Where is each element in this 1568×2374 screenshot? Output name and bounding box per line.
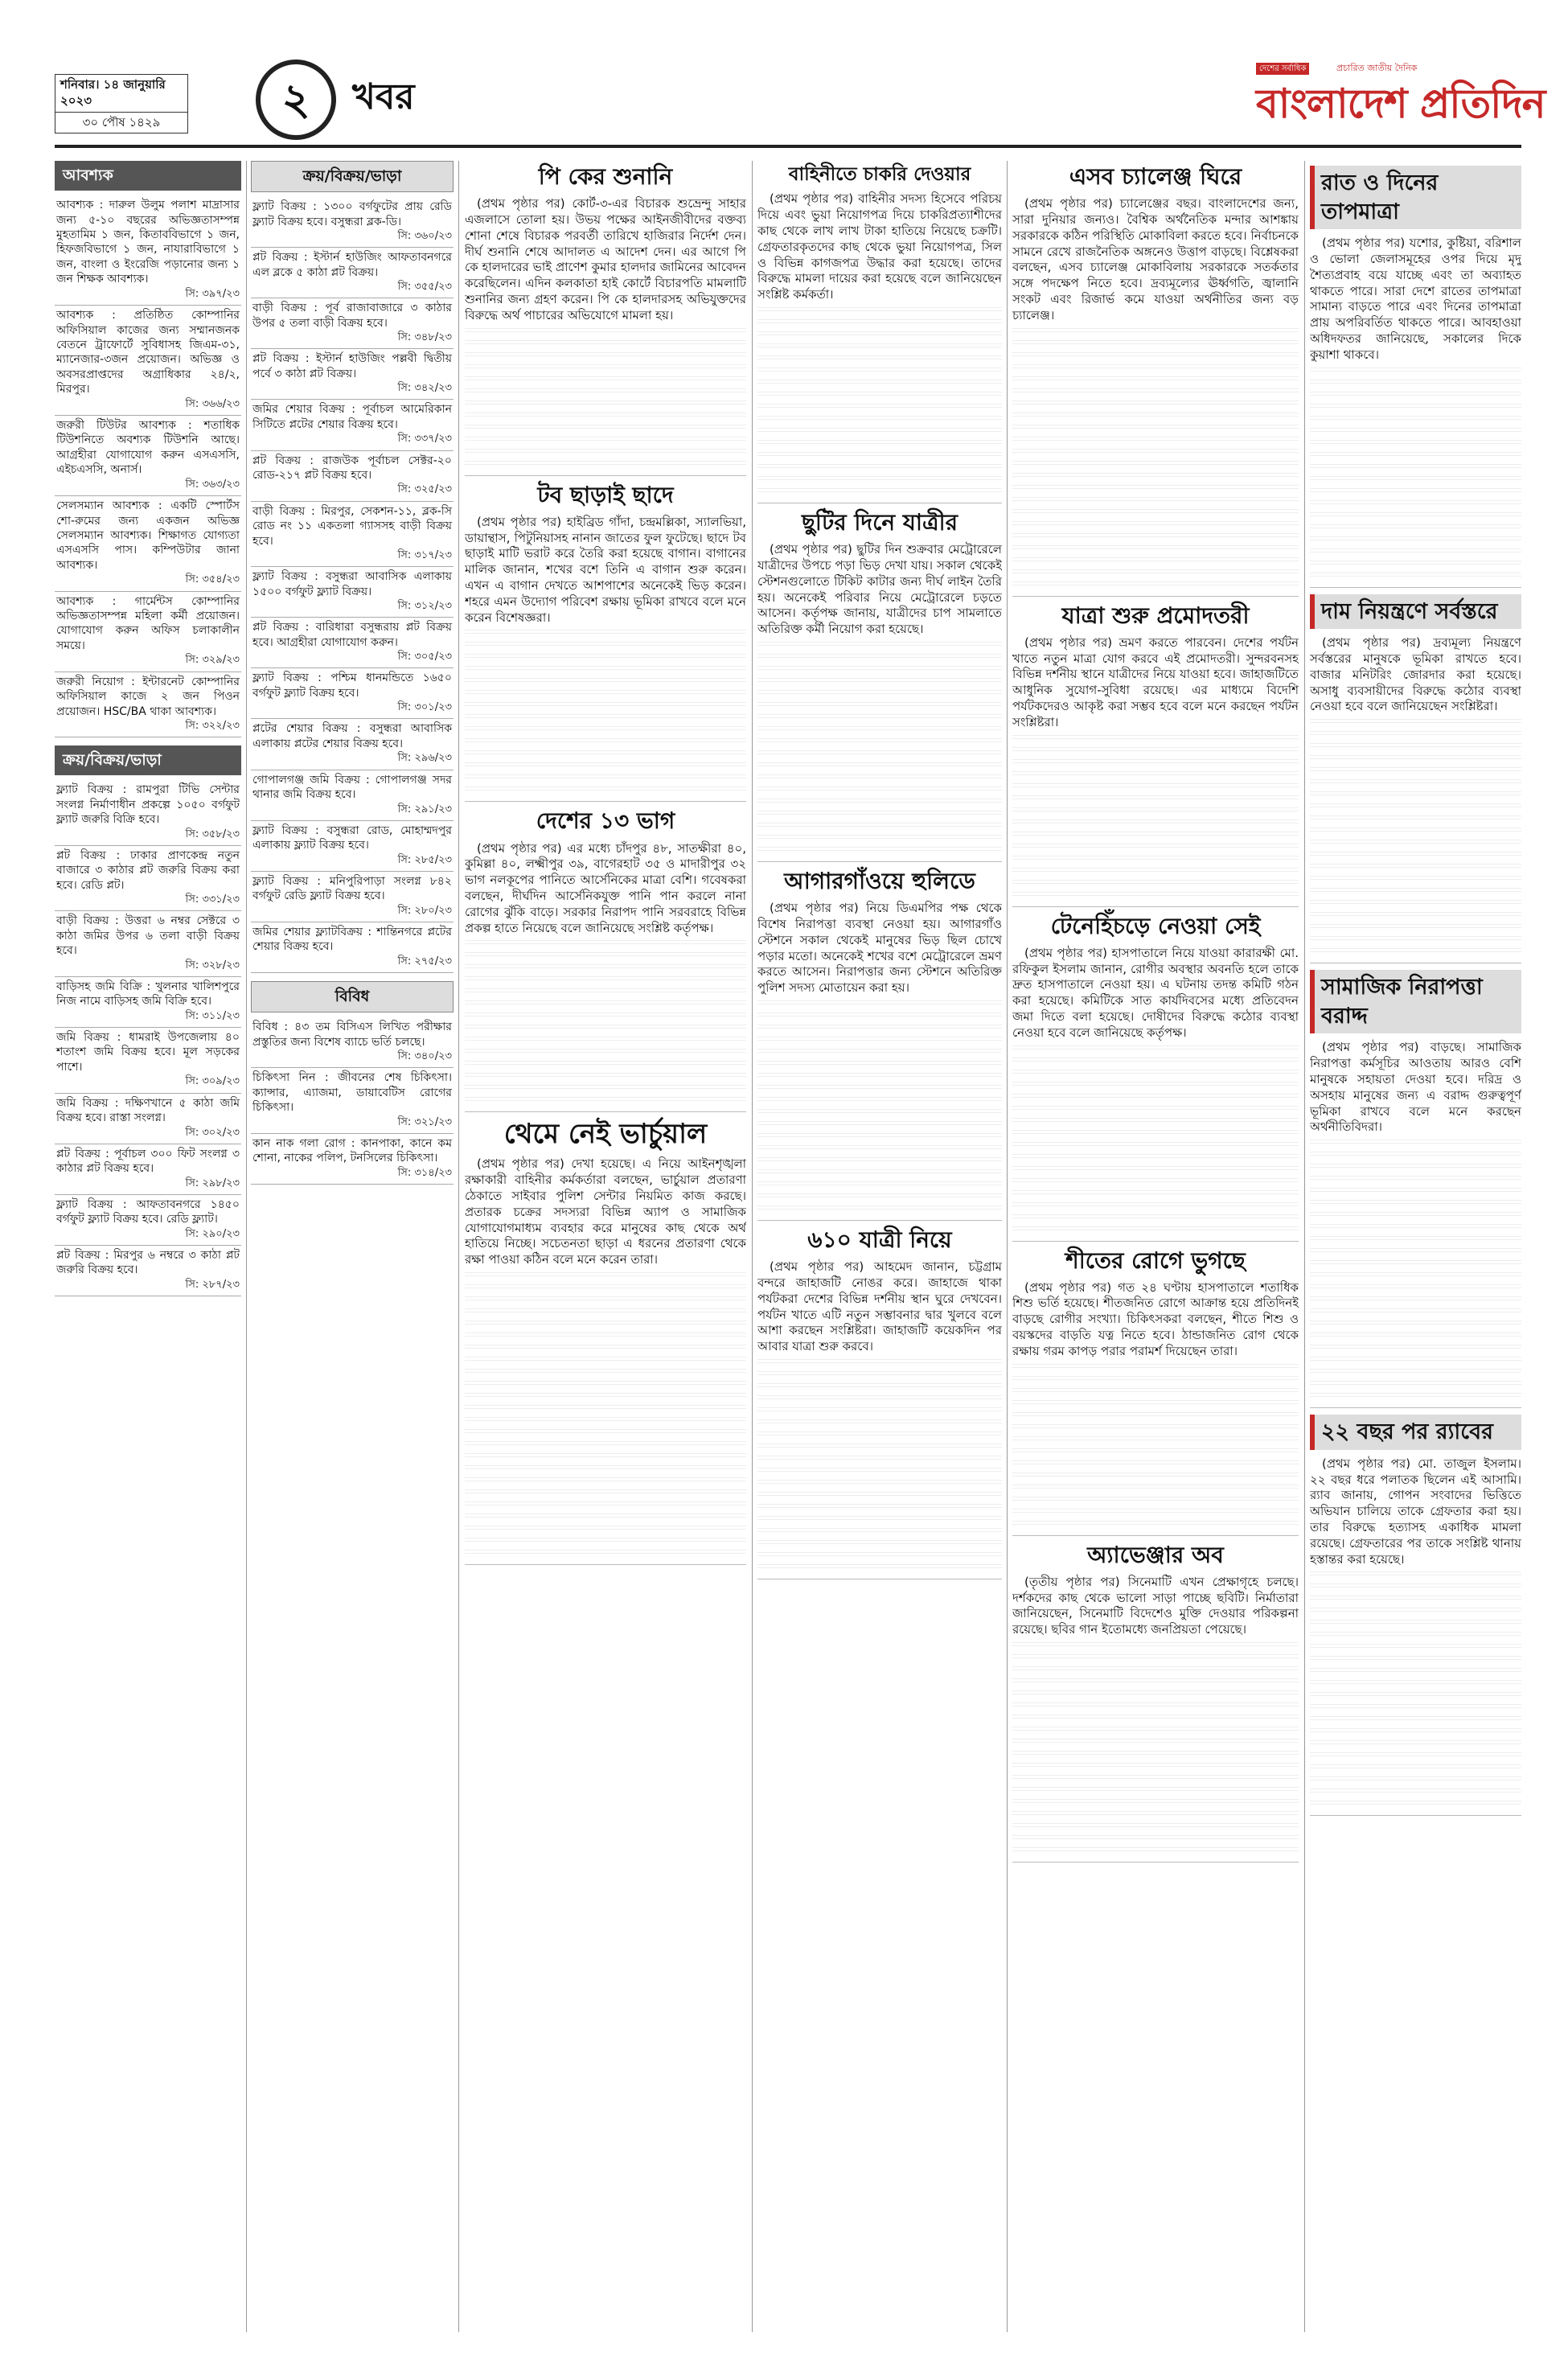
classified-ad-text: বিবিধ : ৪৩ তম বিসিএস লিখিত পরীক্ষার প্রস্তুতির জন্য বিশেষ ব্যাচে ভর্তি চলছে। [252, 1021, 452, 1049]
classified-ad [251, 872, 454, 922]
classified-ad-ref: সি: ২৯১/২৩ [397, 803, 452, 815]
classified-ad [55, 780, 241, 846]
masthead [55, 60, 1545, 159]
classified-ad [55, 911, 241, 977]
classified-ad [55, 672, 241, 738]
classified-ad [251, 197, 454, 248]
headline: টব ছাড়াই ছাদে [537, 481, 674, 508]
classified-ad-ref: সি: ৩৬৩/২৩ [185, 478, 240, 491]
classified-ad-text: ফ্ল্যাট বিক্রয় : মনিপুরিপাড়া সংলগ্ন ৮৪২ বর্গফুট রেডি ফ্ল্যাট বিক্রয় হবে। [252, 874, 452, 903]
classified-ad-ref: সি: ৩২৯/২৩ [185, 654, 240, 667]
classified-ad-text: বাড়িসহ জমি বিক্রি : খুলনার খালিশপুরে নিজ নামে বাড়িসহ জমি বিক্রি হবে। [56, 980, 240, 1008]
classified-ad-ref: সি: ৩৬০/২৩ [397, 230, 452, 243]
column-divider [1007, 161, 1008, 2332]
classified-ad-ref: সি: ৩৪২/২৩ [397, 382, 452, 395]
story-body: (প্রথম পৃষ্ঠার পর) হাইব্রিড গাঁদা, চন্দ্রমল্লিকা, স্যালভিয়া, ডায়ান্থাস, পিটুনিয়াসহ নানান জাতের ফুল ফুটেছে। ছাদে টব ছাড়াই মাটি ভরাট করে তৈরি করা হয়েছে বাগান। বাগানের মালিক জানান, শখের বশে তিনি এ বাগান শুরু করেন। এখন এ বাগান দেখতে আশপাশের অনেকেই ভিড় করেন। শহরে এমন উদ্যোগ পরিবেশ রক্ষায় ভূমিকা রাখবে বলে মনে করেন বিশেষজ্ঞরা। [465, 515, 746, 803]
headline: এসব চ্যালেঞ্জ ঘিরে [1069, 163, 1242, 190]
classified-ad-text: সেলসম্যান আবশ্যক : একটি স্পোর্টস শো-রুমের জন্য একজন অভিজ্ঞ সেলসম্যান আবশ্যক। শিক্ষাগত যোগ্যতা এসএসসি পাস। কম্পিউটার জানা আবশ্যক। [56, 499, 240, 572]
classified-ad-text: প্লট বিক্রয় : রাজউক পূর্বাচল সেক্টর-২০ রোড-২১৭ প্লট বিক্রয় হবে। [252, 454, 452, 483]
logo-tag: দেশের সর্বাধিক [1256, 63, 1309, 75]
classified-ad-ref: সি: ৩১২/২৩ [397, 600, 452, 613]
classified-ad-text: প্লট বিক্রয় : বারিধারা বসুন্ধরায় প্লট বিক্রয় হবে। আগ্রহীরা যোগাযোগ করুন। [252, 621, 452, 649]
classified-ad-text: প্লট বিক্রয় : ঢাকার প্রাণকেন্দ্র নতুন বাজারে ৩ কাঠার প্লট জরুরি বিক্রয় করা হবে। রেডি প্লট। [56, 848, 240, 892]
classified-ad [251, 349, 454, 400]
header-rule [55, 145, 1521, 148]
classified-ad-ref: সি: ৩০১/২৩ [397, 701, 452, 714]
classified-ad-text: জমি বিক্রয় : দক্ষিণখানে ৫ কাঠা জমি বিক্রয় হবে। রাস্তা সংলগ্ন। [56, 1096, 240, 1125]
classified-ad-text: জরুরী টিউটর আবশ্যক : শতাধিক টিউশনিতে অবশ্যক টিউশনি আছে। আগ্রহীরা যোগাযোগ করুন এসএসসি, এইচএসসি, অনার্স। [56, 419, 240, 477]
classified-list [251, 1017, 454, 1185]
headline: যাত্রা শুরু প্রমোদতরী [1061, 602, 1250, 629]
section-header-buy-sell: ক্রয়/বিক্রয়/ভাড়া [55, 745, 241, 775]
classified-ad [55, 1094, 241, 1144]
classified-ad-ref: সি: ৩১৪/২৩ [397, 1166, 452, 1179]
headline: ছুটির দিনে যাত্রীর [801, 509, 958, 536]
classified-ad-text: বাড়ী বিক্রয় : উত্তরা ৬ নম্বর সেক্টরে ৩ কাঠা জমির উপর ৬ তলা বাড়ী বিক্রয় হবে। [56, 914, 240, 958]
page-number: ২ [256, 60, 336, 140]
classified-list [55, 780, 241, 1296]
classified-ad-text: ফ্ল্যাট বিক্রয় : ১৩০০ বর্গফুটের প্রায় রেডি ফ্ল্যাট বিক্রয় হবে। বসুন্ধরা ব্লক-ডি। [252, 200, 452, 228]
classified-ad [55, 1195, 241, 1246]
story-body: (প্রথম পৃষ্ঠার পর) কোর্ট-৩-এর বিচারক শুভ্রেন্দু সাহার এজলাসে তোলা হয়। উভয় পক্ষের আইনজীবীদের বক্তব্য শোনা শেষে বিচারক পরবর্তী তারিখে হাজিরার নির্দেশ দেন। দীর্ঘ শুনানি শেষে আদালত এ আদেশ দেন। এর আগে পি কে হালদারের ভাই প্রাণেশ কুমার হালদার জামিনের আবেদন করেছিলেন। এদিন কলকাতা হাই কোর্টে বিচারপতি মামলাটি শুনানির জন্য গ্রহণ করেন। পি কে হালদারসহ অভিযুক্তদের বিরুদ্ধে অর্থ পাচারের অভিযোগে মামলা হয়। [465, 196, 746, 475]
classified-ad [55, 1028, 241, 1094]
classified-ad [55, 592, 241, 672]
classified-ad-ref: সি: ২৮০/২৩ [397, 904, 452, 917]
classified-ad [251, 618, 454, 668]
headline: ২২ বছর পর র‍্যাবের [1310, 1415, 1521, 1450]
section-header-buy-sell: ক্রয়/বিক্রয়/ভাড়া [251, 161, 454, 192]
classified-ad-text: কান নাক গলা রোগ : কানপাকা, কানে কম শোনা, নাকের পলিপ, টনসিলের চিকিৎসা। [252, 1136, 452, 1165]
classified-ad-ref: সি: ৩০৫/২৩ [397, 651, 452, 663]
classified-ad [251, 298, 454, 349]
classified-ad [55, 1246, 241, 1296]
classified-ad-text: জমির শেয়ার ফ্ল্যাটবিক্রয় : শান্তিনগরে প্লটের শেয়ার বিক্রয় হবে। [252, 925, 452, 954]
classified-ad-text: প্লট বিক্রয় : পূর্বাচল ৩০০ ফিট সংলগ্ন ৩ কাঠার প্লট বিক্রয় হবে। [56, 1147, 240, 1176]
classified-ad [251, 1134, 454, 1185]
classified-ad-ref: সি: ৩৯৭/২৩ [185, 287, 240, 300]
classifieds-column-1 [55, 161, 241, 2332]
classified-ad [251, 451, 454, 502]
classified-ad [251, 248, 454, 298]
classified-ad [251, 821, 454, 872]
column-divider [246, 161, 247, 2332]
classified-ad-ref: সি: ৩৪৮/২৩ [397, 331, 452, 344]
headline: ৬১০ যাত্রী নিয়ে [807, 1226, 952, 1253]
news-column-4 [757, 161, 1002, 2332]
headline: থেমে নেই ভার্চুয়াল [503, 1118, 708, 1151]
classified-list [55, 195, 241, 737]
date-gregorian: শনিবার। ১৪ জানুয়ারি ২০২৩ [55, 75, 187, 113]
classified-ad-ref: সি: ২৮৭/২৩ [185, 1278, 240, 1291]
story-body: (তৃতীয় পৃষ্ঠার পর) সিনেমাটি এখন প্রেক্ষাগৃহে চলছে। দর্শকদের কাছ থেকে ভালো সাড়া পাচ্ছে ছবিটি। নির্মাতারা জানিয়েছেন, সিনেমাটি বিদেশেও মুক্তি দেওয়ার পরিকল্পনা রয়েছে। ছবির গান ইতোমধ্যে জনপ্রিয়তা পেয়েছে। [1012, 1575, 1299, 1863]
logo-tagline: প্রচারিত জাতীয় দৈনিক [1336, 63, 1418, 73]
classified-ad [55, 1144, 241, 1195]
classified-ad-text: ফ্ল্যাট বিক্রয় : আফতাবনগরে ১৪৫০ বর্গফুট ফ্ল্যাট বিক্রয় হবে। রেডি ফ্ল্যাট। [56, 1197, 240, 1226]
column-divider [752, 161, 753, 2332]
headline: টেনেহিঁচড়ে নেওয়া সেই [1050, 912, 1261, 939]
classified-ad-text: চিকিৎসা নিন : জীবনের শেষ চিকিৎসা। ক্যান্সার, এ্যাজমা, ডায়াবেটিস রোগের চিকিৎসা। [252, 1071, 452, 1115]
classified-ad [55, 977, 241, 1028]
story-body: (প্রথম পৃষ্ঠার পর) নিয়ে ডিএমপির পক্ষ থেকে বিশেষ নিরাপত্তা ব্যবস্থা নেওয়া হয়। আগারগাঁও স্টেশনে সকাল থেকেই মানুষের ভিড় ছিল চোখে পড়ার মতো। অনেকেই শখের বশে মেট্রোরেলে ভ্রমণ করতে আসেন। নিরাপত্তার জন্য স্টেশনে অতিরিক্ত পুলিশ সদস্য মোতায়েন করা হয়। [757, 901, 1002, 1221]
classified-ad-text: ফ্ল্যাট বিক্রয় : বসুন্ধরা আবাসিক এলাকায় ১৫০০ বর্গফুট ফ্ল্যাট বিক্রয়। [252, 570, 452, 598]
headline: অ্যাভেঞ্জার অব [1087, 1541, 1224, 1568]
classified-ad-text: প্লট বিক্রয় : ইস্টার্ন হাউজিং পল্লবী দ্বিতীয় পর্বে ৩ কাঠা প্লট বিক্রয়। [252, 352, 452, 380]
headline: শীতের রোগে ভুগছে [1065, 1247, 1246, 1274]
headline: দেশের ১৩ ভাগ [536, 807, 675, 835]
classified-ad [55, 846, 241, 912]
story-body: (প্রথম পৃষ্ঠার পর) দেখা হয়েছে। এ নিয়ে আইনশৃঙ্খলা রক্ষাকারী বাহিনীর কর্মকর্তারা বলছেন, ভার্চুয়াল প্রতারণা ঠেকাতে সাইবার পুলিশ সেন্টার নিয়মিত কাজ করছে। প্রতারক চক্রের সদস্যরা বিভিন্ন অ্যাপ ও সামাজিক যোগাযোগমাধ্যম ব্যবহার করে মানুষের কাছ থেকে অর্থ হাতিয়ে নিচ্ছে। সচেতনতা ছাড়া এ ধরনের প্রতারণা থেকে রক্ষা পাওয়া কঠিন বলে মনে করেন তারা। [465, 1156, 746, 1565]
section-header-wanted: আবশ্যক [55, 161, 241, 191]
story-body: (প্রথম পৃষ্ঠার পর) চ্যালেঞ্জের বছর। বাংলাদেশের জন্য, সারা দুনিয়ার জন্যও। বৈশ্বিক অর্থনৈতিক মন্দার আশঙ্কায় সরকারকে কঠিন পরিস্থিতি মোকাবিলা করতে হবে। নির্বাচনকে সামনে রেখে রাজনৈতিক অঙ্গনেও উত্তাপ বাড়ছে। বিশ্লেষকরা বলছেন, এসব চ্যালেঞ্জ মোকাবিলায় সরকারকে সতর্কতার সঙ্গে পদক্ষেপ নিতে হবে। দ্রব্যমূল্যের ঊর্ধ্বগতি, জ্বালানি সংকট এবং রিজার্ভ কমে যাওয়া অর্থনীতির জন্য বড় চ্যালেঞ্জ। [1012, 196, 1299, 596]
classified-ad [55, 496, 241, 592]
classified-ad [251, 1017, 454, 1068]
classified-ad-text: বাড়ী বিক্রয় : মিরপুর, সেকশন-১১, ব্লক-সি রোড নং ১১ একতলা গ্যাসসহ বাড়ী বিক্রয় হবে। [252, 504, 452, 548]
classified-ad-text: বাড়ী বিক্রয় : পূর্ব রাজাবাজারে ৩ কাঠার উপর ৫ তলা বাড়ী বিক্রয় হবে। [252, 302, 452, 330]
classified-ad [251, 1068, 454, 1134]
classified-ad-ref: সি: ২৯৬/২৩ [397, 752, 452, 765]
column-divider [1304, 161, 1305, 2332]
section-name: খবর [352, 76, 415, 117]
classified-ad-ref: সি: ৩৩১/২৩ [185, 893, 240, 906]
classified-ad-text: আবশ্যক : দারুল উলুম পলাশ মাদ্রাসার জন্য ৫-১০ বছরের অভিজ্ঞতাসম্পন্ন মুহতামিম ১ জন, কিতাববিভাগে ১ জন, হিফজবিভাগে ১ জন, নাযারাবিভাগে ১ জন, বাংলা ও ইংরেজি পড়ানোর জন্য ১ জন শিক্ষক আবশ্যক। [56, 199, 240, 286]
story-body: (প্রথম পৃষ্ঠার পর) বাড়ছে। সামাজিক নিরাপত্তা কর্মসূচির আওতায় আরও বেশি মানুষকে সহায়তা দেওয়া হবে। দরিদ্র ও অসহায় মানুষের জন্য এ বরাদ্দ গুরুত্বপূর্ণ ভূমিকা রাখবে বলে মনে করছেন অর্থনীতিবিদরা। [1310, 1040, 1521, 1408]
classified-list [251, 197, 454, 973]
classified-ad-ref: সি: ৩৫৪/২৩ [185, 573, 240, 586]
classifieds-column-2 [251, 161, 454, 2332]
classified-ad-text: জরুরী নিয়োগ : ইন্টারনেট কোম্পানির অফিসিয়াল কাজে ২ জন পিওন প্রয়োজন। HSC/BA থাকা আবশ্যক। [56, 675, 240, 718]
classified-ad-ref: সি: ২৯০/২৩ [185, 1227, 240, 1240]
classified-ad-ref: সি: ৩২২/২৩ [185, 719, 240, 732]
classified-ad [55, 195, 241, 306]
classified-ad-text: ফ্ল্যাট বিক্রয় : রামপুরা টিভি সেন্টার সংলগ্ন নির্মাণাধীন প্রকল্পে ১০৫০ বর্গফুট ফ্ল্যাট জরুরি বিক্রি হবে। [56, 783, 240, 827]
classified-ad [251, 400, 454, 450]
classified-ad-ref: সি: ২৭৫/২৩ [397, 955, 452, 967]
story-body: (প্রথম পৃষ্ঠার পর) ছুটির দিন শুক্রবার মেট্রোরেলে যাত্রীদের উপচে পড়া ভিড় দেখা যায়। সকাল থেকেই স্টেশনগুলোতে টিকিট কাটার জন্য দীর্ঘ লাইন তৈরি হয়। অনেকেই পরিবার নিয়ে মেট্রোরেলে চড়তে আসেন। কর্তৃপক্ষ জানায়, যাত্রীদের চাপ সামলাতে অতিরিক্ত কর্মী নিয়োগ করা হয়েছে। [757, 542, 1002, 862]
story-body: (প্রথম পৃষ্ঠার পর) এর মধ্যে চাঁদপুর ৪৮, সাতক্ষীরা ৪০, কুমিল্লা ৪০, লক্ষ্মীপুর ৩৯, বাগেরহাট ৩৫ ও মাদারীপুর ৩২ ভাগ নলকূপের পানিতে আর্সেনিকের মাত্রা বেশি। গবেষকরা বলছেন, দীর্ঘদিন আর্সেনিকযুক্ত পানি পান করলে নানা রোগের ঝুঁকি বাড়ে। সরকার নিরাপদ পানি সরবরাহে বিভিন্ন প্রকল্প হাতে নিয়েছে বলে জানিয়েছে সংশ্লিষ্ট কর্তৃপক্ষ। [465, 841, 746, 1113]
classified-ad-ref: সি: ৩৪০/২৩ [397, 1049, 452, 1062]
classified-ad-text: প্লটের শেয়ার বিক্রয় : বসুন্ধরা আবাসিক এলাকায় প্লটের শেয়ার বিক্রয় হবে। [252, 722, 452, 750]
classified-ad [55, 416, 241, 496]
story-body: (প্রথম পৃষ্ঠার পর) ভ্রমণ করতে পারবেন। দেশের পর্যটন খাতে নতুন মাত্রা যোগ করবে এই প্রমোদতরী। সুন্দরবনসহ বিভিন্ন দর্শনীয় স্থানে যাত্রীদের নিয়ে যাওয়া হবে। জাহাজটিতে আধুনিক সুযোগ-সুবিধা রয়েছে। এর মাধ্যমে বিদেশি পর্যটকদেরও আকৃষ্ট করা সম্ভব হবে বলে মনে করছেন পর্যটন সংশ্লিষ্টরা। [1012, 635, 1299, 907]
classified-ad-ref: সি: ৩৫৮/২৩ [185, 828, 240, 840]
headline: আগারগাঁওয়ে হুলিডে [784, 867, 975, 894]
headline: সামাজিক নিরাপত্তা বরাদ্দ [1310, 970, 1521, 1033]
classified-ad-ref: সি: ৩১১/২৩ [185, 1009, 240, 1022]
date-bengali: ৩০ পৌষ ১৪২৯ [82, 114, 161, 129]
news-column-6 [1310, 161, 1521, 2332]
column-divider [458, 161, 459, 2332]
date-box [55, 74, 188, 133]
headline: পি কের শুনানি [538, 163, 673, 190]
classified-ad-text: আবশ্যক : গার্মেন্টস কোম্পানির অভিজ্ঞতাসম্পন্ন মহিলা কর্মী প্রয়োজন। যোগাযোগ করুন অফিস চলাকালীন সময়ে। [56, 594, 240, 652]
story-body: (প্রথম পৃষ্ঠার পর) গত ২৪ ঘণ্টায় হাসপাতালে শতাধিক শিশু ভর্তি হয়েছে। শীতজনিত রোগে আক্রান্ত হয়ে প্রতিদিনই বাড়ছে রোগীর সংখ্যা। চিকিৎসকরা বলছেন, শীতে শিশু ও বয়স্কদের বাড়তি যত্ন নিতে হবে। ঠান্ডাজনিত রোগ থেকে রক্ষায় গরম কাপড় পরার পরামর্শ দিয়েছেন তারা। [1012, 1280, 1299, 1536]
classified-ad-ref: সি: ৩৩৭/২৩ [397, 433, 452, 446]
classified-ad [55, 306, 241, 416]
story-body: (প্রথম পৃষ্ঠার পর) মো. তাজুল ইসলাম। ২২ বছর ধরে পলাতক ছিলেন এই আসামি। র‍্যাব জানায়, গোপন সংবাদের ভিত্তিতে অভিযান চালিয়ে তাকে গ্রেফতার করা হয়। তার বিরুদ্ধে হত্যাসহ একাধিক মামলা রয়েছে। গ্রেফতারের পর তাকে সংশ্লিষ্ট থানায় হস্তান্তর করা হয়েছে। [1310, 1456, 1521, 1817]
headline: বাহিনীতে চাকরি দেওয়ার [788, 163, 971, 185]
story-body: (প্রথম পৃষ্ঠার পর) হাসপাতালে নিয়ে যাওয়া কারারক্ষী মো. রফিকুল ইসলাম জানান, রোগীর অবস্থার অবনতি হলে তাকে দ্রুত হাসপাতালে নেওয়া হয়। এ ঘটনায় তদন্ত কমিটি গঠন করা হয়েছে। কমিটিকে সাত কার্যদিবসের মধ্যে প্রতিবেদন জমা দিতে বলা হয়েছে। দোষীদের বিরুদ্ধে কঠোর ব্যবস্থা নেওয়া হবে বলে জানিয়েছে কর্তৃপক্ষ। [1012, 946, 1299, 1242]
story-body: (প্রথম পৃষ্ঠার পর) যশোর, কুষ্টিয়া, বরিশাল ও ভোলা জেলাসমূহের ওপর দিয়ে মৃদু শৈত্যপ্রবাহ বয়ে যাচ্ছে এবং তা অব্যাহত থাকতে পারে। সারা দেশে রাতের তাপমাত্রা সামান্য বাড়তে পারে এবং দিনের তাপমাত্রা প্রায় অপরিবর্তিত থাকতে পারে। আবহাওয়া অধিদফতর জানিয়েছে, সকালের দিকে কুয়াশা থাকবে। [1310, 236, 1521, 587]
classified-ad-ref: সি: ৩০২/২৩ [185, 1126, 240, 1139]
story-body: (প্রথম পৃষ্ঠার পর) বাহিনীর সদস্য হিসেবে পরিচয় দিয়ে এবং ভুয়া নিয়োগপত্র দিয়ে চাকরিপ্রত্যাশীদের কাছ থেকে লাখ লাখ টাকা হাতিয়ে নিয়েছে চক্রটি। গ্রেফতারকৃতদের কাছ থেকে ভুয়া নিয়োগপত্র, সিল ও বিভিন্ন কাগজপত্র উদ্ধার করা হয়েছে। তাদের বিরুদ্ধে মামলা দায়ের করা হয়েছে বলে জানিয়েছেন সংশ্লিষ্ট কর্মকর্তা। [757, 191, 1002, 503]
classified-ad-ref: সি: ৩১৭/২৩ [397, 549, 452, 562]
classified-ad [251, 567, 454, 618]
classified-ad-text: ফ্ল্যাট বিক্রয় : বসুন্ধরা রোড, মোহাম্মদপুর এলাকায় ফ্ল্যাট বিক্রয় হবে। [252, 824, 452, 852]
classified-ad-ref: সি: ২৯৮/২৩ [185, 1177, 240, 1189]
classified-ad-ref: সি: ৩৫৫/২৩ [397, 281, 452, 294]
news-column-5 [1012, 161, 1299, 2332]
classified-ad-text: আবশ্যক : প্রতিষ্ঠিত কোম্পানির অফিসিয়াল কাজের জন্য সম্মানজনক বেতনে ট্রাফোর্টে সুবিধাসহ জিএম-৩১, ম্যানেজার-৩জন প্রয়োজন। অভিজ্ঞ ও অবসরপ্রাপ্তদের অগ্রাধিকার ২৪/২, মিরপুর। [56, 309, 240, 396]
news-column-3 [465, 161, 746, 2332]
classified-ad-ref: সি: ৩২৫/২৩ [397, 483, 452, 496]
classified-ad-ref: সি: ৩২৮/২৩ [185, 959, 240, 971]
classified-ad-text: ফ্ল্যাট বিক্রয় : পশ্চিম ধানমন্ডিতে ১৬৫০ বর্গফুট ফ্ল্যাট বিক্রয় হবে। [252, 672, 452, 700]
headline: রাত ও দিনের তাপমাত্রা [1310, 166, 1521, 229]
classified-ad-ref: সি: ৩০৯/২৩ [185, 1075, 240, 1088]
classified-ad-ref: সি: ৩২১/২৩ [397, 1115, 452, 1128]
classified-ad-text: জমি বিক্রয় : ধামরাই উপজেলায় ৪০ শতাংশ জমি বিক্রয় হবে। মূল সড়কের পাশে। [56, 1031, 240, 1074]
logo-name: বাংলাদেশ প্রতিদিন [1256, 80, 1545, 127]
story-body: (প্রথম পৃষ্ঠার পর) আহমেদ জানান, চট্টগ্রাম বন্দরে জাহাজটি নোঙর করে। জাহাজে থাকা পর্যটকরা দেশের বিভিন্ন দর্শনীয় স্থান ঘুরে দেখবেন। পর্যটন খাতে এটি নতুন সম্ভাবনার দ্বার খুলবে বলে আশা করছেন সংশ্লিষ্টরা। জাহাজটি কয়েকদিন পর আবার যাত্রা শুরু করবে। [757, 1259, 1002, 1579]
classified-ad [251, 719, 454, 770]
newspaper-logo [1256, 60, 1545, 137]
classified-ad [251, 922, 454, 973]
classified-ad [251, 770, 454, 821]
classified-ad [251, 668, 454, 719]
headline: দাম নিয়ন্ত্রণে সর্বস্তরে [1310, 594, 1521, 630]
classified-ad-text: প্লট বিক্রয় : মিরপুর ৬ নম্বরে ৩ কাঠা প্লট জরুরি বিক্রয় হবে। [56, 1248, 240, 1277]
classified-ad-text: প্লট বিক্রয় : ইস্টার্ন হাউজিং আফতাবনগরে এল ব্লকে ৫ কাঠা প্লট বিক্রয়। [252, 251, 452, 279]
classified-ad-text: গোপালগঞ্জ জমি বিক্রয় : গোপালগঞ্জ সদর থানার জমি বিক্রয় হবে। [252, 773, 452, 802]
classified-ad-text: জমির শেয়ার বিক্রয় : পূর্বাচল আমেরিকান সিটিতে প্লটের শেয়ার বিক্রয় হবে। [252, 403, 452, 431]
story-body: (প্রথম পৃষ্ঠার পর) দ্রব্যমূল্য নিয়ন্ত্রণে সর্বস্তরের মানুষকে ভূমিকা রাখতে হবে। বাজার মনিটরিং জোরদার করা হয়েছে। অসাধু ব্যবসায়ীদের বিরুদ্ধে কঠোর ব্যবস্থা নেওয়া হবে বলে জানিয়েছেন সংশ্লিষ্টরা। [1310, 635, 1521, 963]
classified-ad [251, 502, 454, 568]
classified-ad-ref: সি: ২৮৫/২৩ [397, 853, 452, 866]
section-header-misc: বিবিধ [251, 981, 454, 1012]
classified-ad-ref: সি: ৩৬৬/২৩ [185, 397, 240, 410]
